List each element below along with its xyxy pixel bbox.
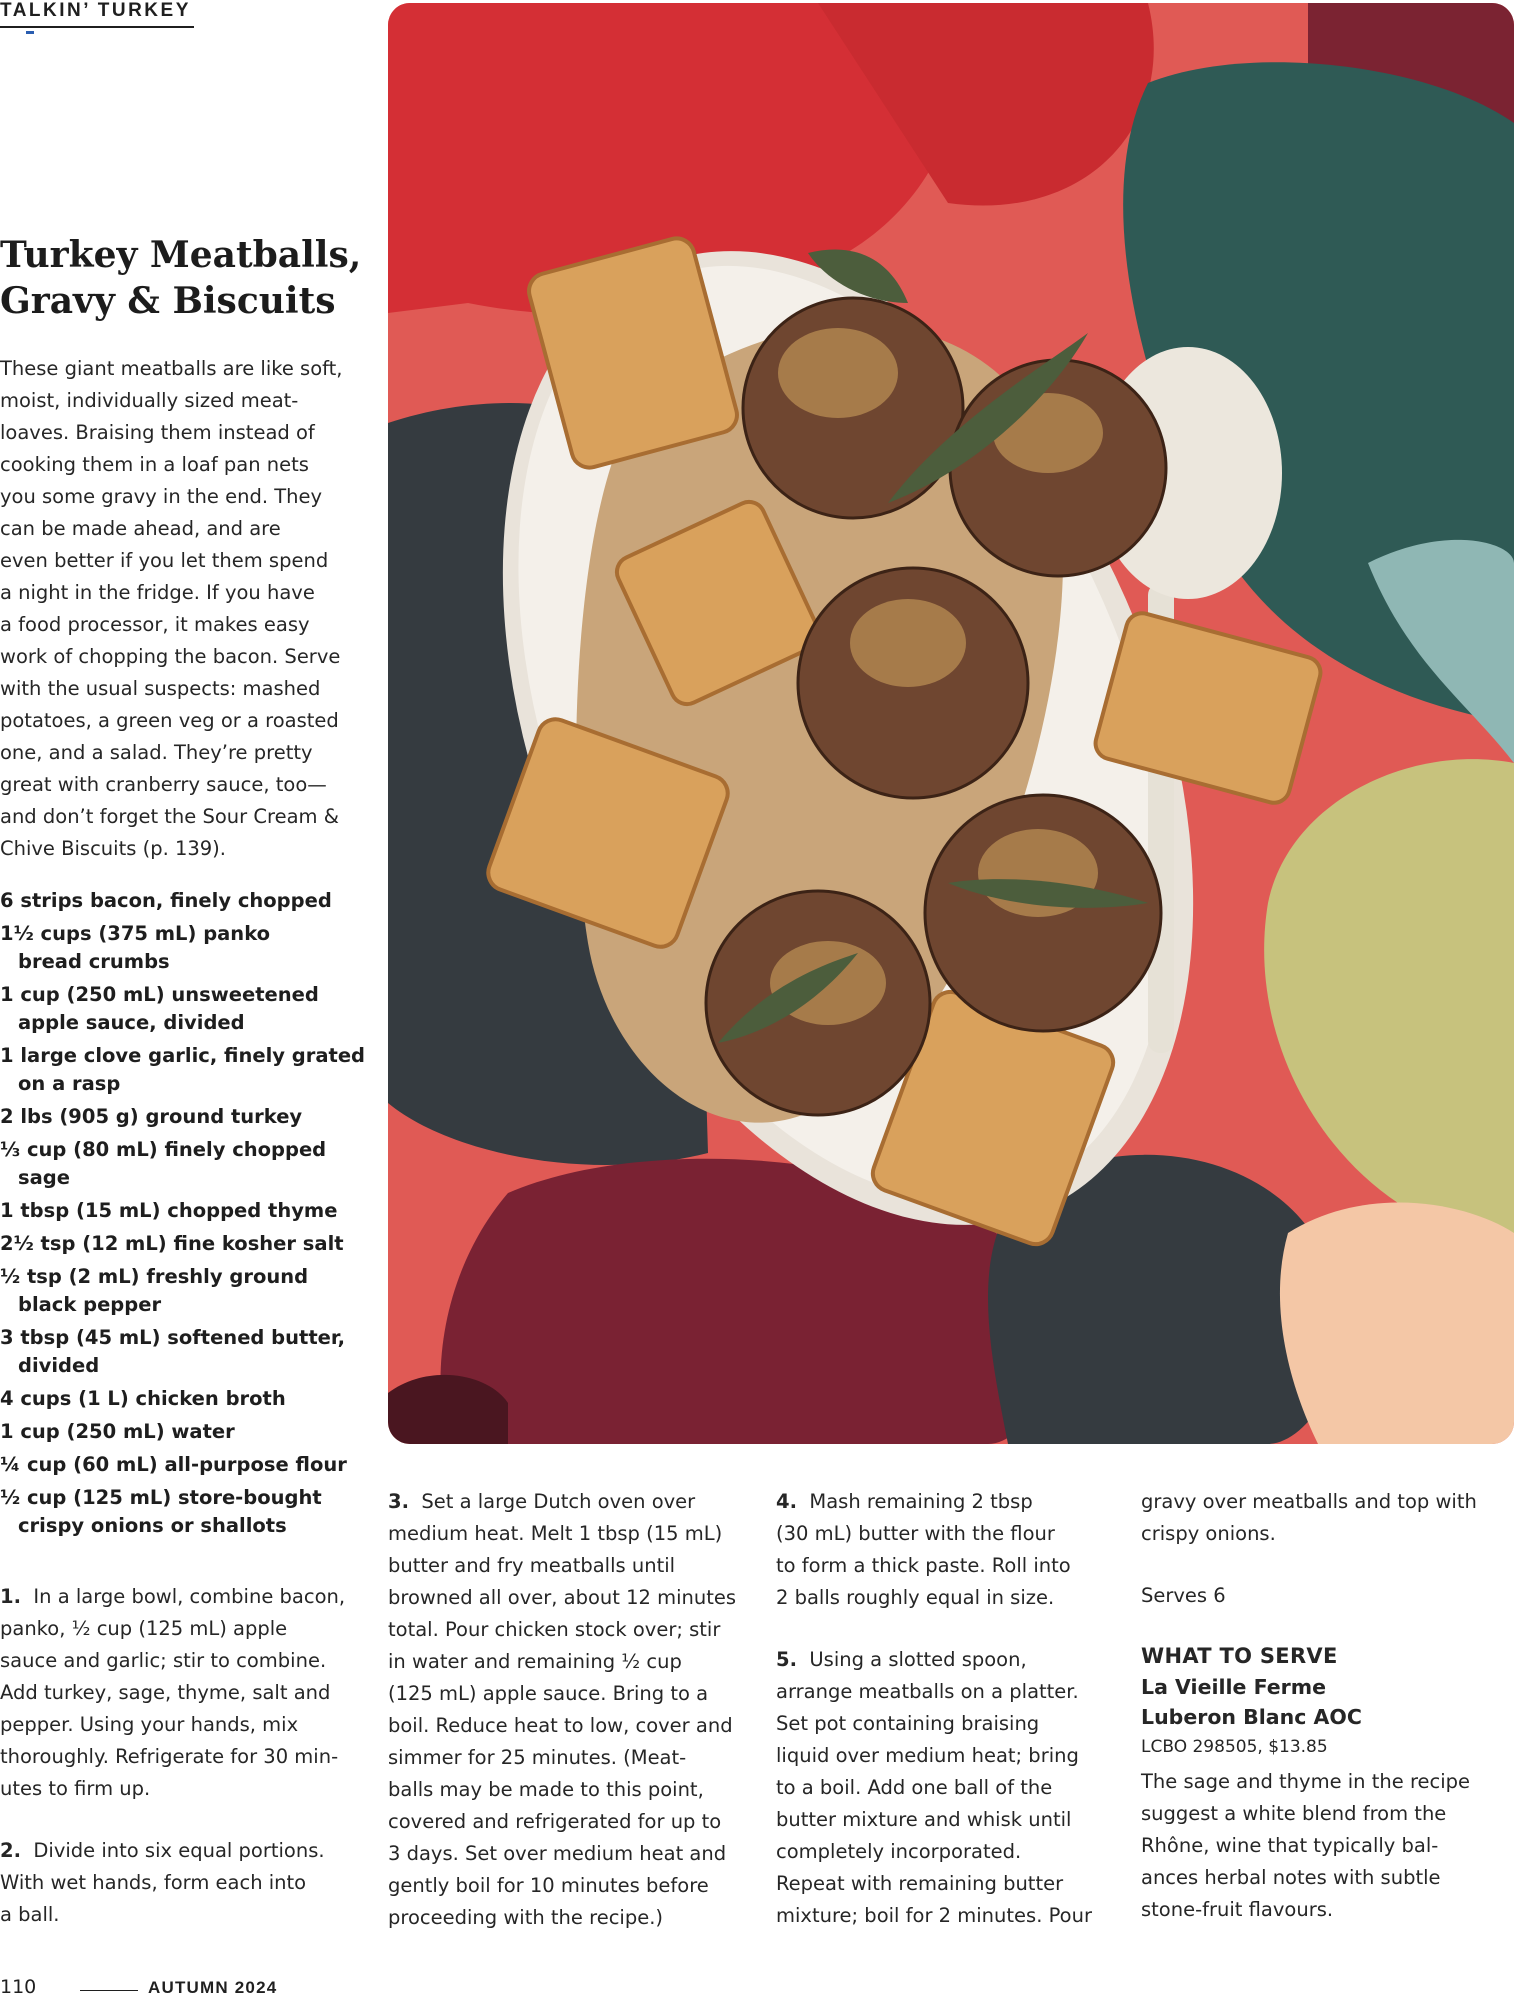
- note-line: stone-fruit flavours.: [1141, 1898, 1334, 1921]
- step-text: butter and fry meatballs until: [388, 1554, 676, 1577]
- what-to-serve-heading: WHAT TO SERVE: [1141, 1644, 1338, 1668]
- footer-rule: [80, 1990, 138, 1991]
- intro-line: moist, individually sized meat-: [0, 389, 299, 412]
- page-number: 110: [0, 1976, 37, 1998]
- method-step-4: [776, 1486, 1146, 1614]
- ingredient-item: [0, 1263, 360, 1319]
- step-text: completely incorporated.: [776, 1840, 1022, 1863]
- ingredient-line-continued: on a rasp: [18, 1072, 121, 1095]
- step-text: to a boil. Add one ball of the: [776, 1776, 1053, 1799]
- title-line: Turkey Meatballs,: [0, 234, 362, 276]
- note-line: ances herbal notes with subtle: [1141, 1866, 1441, 1889]
- ingredient-line-continued: bread crumbs: [18, 950, 170, 973]
- intro-line: one, and a salad. They’re pretty: [0, 741, 313, 764]
- step-text: (30 mL) butter with the flour: [776, 1522, 1055, 1545]
- intro-line: with the usual suspects: mashed: [0, 677, 321, 700]
- step-text: With wet hands, form each into: [0, 1871, 307, 1894]
- step-text: liquid over medium heat; bring: [776, 1744, 1079, 1767]
- ingredient-item: [0, 1197, 360, 1225]
- step-text: arrange meatballs on a platter.: [776, 1680, 1079, 1703]
- ingredient-line: 1 tbsp (15 mL) chopped thyme: [0, 1199, 338, 1222]
- step-text: utes to firm up.: [0, 1777, 151, 1800]
- step-text: mixture; boil for 2 minutes. Pour: [776, 1904, 1092, 1927]
- step-text: Add turkey, sage, thyme, salt and: [0, 1681, 331, 1704]
- method-column-3: [776, 1486, 1146, 1962]
- intro-line: can be made ahead, and are: [0, 517, 281, 540]
- step-text: (125 mL) apple sauce. Bring to a: [388, 1682, 709, 1705]
- ingredient-line: ¼ cup (60 mL) all-purpose flour: [0, 1453, 347, 1476]
- ingredient-line: ⅓ cup (80 mL) finely chopped: [0, 1138, 327, 1161]
- ingredient-line-continued: divided: [18, 1354, 100, 1377]
- method-column-1: [0, 1581, 370, 1961]
- wine-pairing-note: [1141, 1766, 1511, 1926]
- method-column-4: [1141, 1486, 1511, 1956]
- intro-line: cooking them in a loaf pan nets: [0, 453, 309, 476]
- intro-line: work of chopping the bacon. Serve: [0, 645, 341, 668]
- step-text: Divide into six equal portions.: [33, 1839, 325, 1862]
- ingredient-item: [0, 887, 360, 915]
- step-number: 1.: [0, 1585, 21, 1608]
- recipe-photo: [388, 3, 1514, 1444]
- step-text: sauce and garlic; stir to combine.: [0, 1649, 327, 1672]
- intro-line: potatoes, a green veg or a roasted: [0, 709, 339, 732]
- intro-line: and don’t forget the Sour Cream &: [0, 805, 339, 828]
- step-text: a ball.: [0, 1903, 60, 1926]
- step-number: 5.: [776, 1648, 797, 1671]
- method-column-2: [388, 1486, 758, 1964]
- intro-line: great with cranberry sauce, too—: [0, 773, 327, 796]
- note-line: The sage and thyme in the recipe: [1141, 1770, 1471, 1793]
- ingredient-line: 1 cup (250 mL) unsweetened: [0, 983, 319, 1006]
- step-text: Set pot containing braising: [776, 1712, 1040, 1735]
- step-text: boil. Reduce heat to low, cover and: [388, 1714, 733, 1737]
- method-step-2: [0, 1835, 370, 1931]
- ingredient-line: 2 lbs (905 g) ground turkey: [0, 1105, 303, 1128]
- recipe-intro: [0, 353, 360, 865]
- ingredient-line: 6 strips bacon, finely chopped: [0, 889, 332, 912]
- ingredient-item: [0, 981, 360, 1037]
- step-number: 3.: [388, 1490, 409, 1513]
- ingredient-line: ½ tsp (2 mL) freshly ground: [0, 1265, 309, 1288]
- step-number: 2.: [0, 1839, 21, 1862]
- step-text: in water and remaining ½ cup: [388, 1650, 682, 1673]
- step-text: proceeding with the recipe.): [388, 1906, 664, 1929]
- intro-line: a night in the fridge. If you have: [0, 581, 315, 604]
- step-text: simmer for 25 minutes. (Meat-: [388, 1746, 687, 1769]
- step-text: butter mixture and whisk until: [776, 1808, 1072, 1831]
- intro-line: even better if you let them spend: [0, 549, 329, 572]
- ingredient-line: 3 tbsp (45 mL) softened butter,: [0, 1326, 346, 1349]
- step-text: pepper. Using your hands, mix: [0, 1713, 299, 1736]
- step-text: Set a large Dutch oven over: [421, 1490, 696, 1513]
- step-text: thoroughly. Refrigerate for 30 min-: [0, 1745, 339, 1768]
- step-text: panko, ½ cup (125 mL) apple: [0, 1617, 288, 1640]
- ingredient-line: 1 large clove garlic, finely grated: [0, 1044, 365, 1067]
- ingredient-line: ½ cup (125 mL) store-bought: [0, 1486, 322, 1509]
- ingredient-item: [0, 1042, 365, 1098]
- step-text: Repeat with remaining butter: [776, 1872, 1064, 1895]
- ingredient-line-continued: sage: [18, 1166, 70, 1189]
- section-rule: [0, 26, 194, 28]
- ingredient-item: [0, 1484, 360, 1540]
- recipe-title: [0, 232, 380, 324]
- note-line: suggest a white blend from the: [1141, 1802, 1447, 1825]
- ingredient-item: [0, 1136, 360, 1192]
- step-text: In a large bowl, combine bacon,: [33, 1585, 346, 1608]
- intro-line: loaves. Braising them instead of: [0, 421, 315, 444]
- method-step-3: [388, 1486, 758, 1934]
- ingredient-item: [0, 1451, 360, 1479]
- ingredient-item: [0, 1103, 360, 1131]
- step-text: browned all over, about 12 minutes: [388, 1586, 737, 1609]
- step-text: Using a slotted spoon,: [809, 1648, 1027, 1671]
- issue-label: AUTUMN 2024: [148, 1978, 278, 1997]
- wine-name-line: La Vieille Ferme: [1141, 1675, 1327, 1699]
- step-text: covered and refrigerated for up to: [388, 1810, 722, 1833]
- ingredient-line: 1 cup (250 mL) water: [0, 1420, 235, 1443]
- ingredient-item: [0, 1418, 360, 1446]
- step-text: gravy over meatballs and top with: [1141, 1490, 1477, 1513]
- note-line: Rhône, wine that typically bal-: [1141, 1834, 1439, 1857]
- ingredient-item: [0, 1230, 360, 1258]
- ingredient-line-continued: black pepper: [18, 1293, 162, 1316]
- ingredient-line: 2½ tsp (12 mL) fine kosher salt: [0, 1232, 344, 1255]
- intro-line: you some gravy in the end. They: [0, 485, 323, 508]
- step-text: 3 days. Set over medium heat and: [388, 1842, 727, 1865]
- step-number: 4.: [776, 1490, 797, 1513]
- section-tag: TALKIN’ TURKEY: [0, 0, 191, 21]
- ingredient-line-continued: crispy onions or shallots: [18, 1514, 287, 1537]
- section-dash: [26, 31, 34, 34]
- method-step-5: [776, 1644, 1146, 1932]
- serves-count: Serves 6: [1141, 1584, 1226, 1607]
- method-step-1: [0, 1581, 370, 1805]
- step-text: 2 balls roughly equal in size.: [776, 1586, 1055, 1609]
- intro-line: Chive Biscuits (p. 139).: [0, 837, 226, 860]
- ingredient-line: 4 cups (1 L) chicken broth: [0, 1387, 286, 1410]
- method-step-5-continued: [1141, 1486, 1511, 1550]
- step-text: crispy onions.: [1141, 1522, 1276, 1545]
- ingredient-item: [0, 1324, 360, 1380]
- wine-lcbo-price: LCBO 298505, $13.85: [1141, 1737, 1328, 1757]
- step-text: Mash remaining 2 tbsp: [809, 1490, 1033, 1513]
- ingredient-line: 1½ cups (375 mL) panko: [0, 922, 271, 945]
- step-text: gently boil for 10 minutes before: [388, 1874, 709, 1897]
- title-line: Gravy & Biscuits: [0, 280, 336, 322]
- intro-line: These giant meatballs are like soft,: [0, 357, 343, 380]
- step-text: balls may be made to this point,: [388, 1778, 704, 1801]
- ingredient-item: [0, 920, 360, 976]
- ingredient-line-continued: apple sauce, divided: [18, 1011, 245, 1034]
- wine-name: [1141, 1672, 1511, 1732]
- intro-line: a food processor, it makes easy: [0, 613, 310, 636]
- wine-name-line: Luberon Blanc AOC: [1141, 1705, 1362, 1729]
- step-text: medium heat. Melt 1 tbsp (15 mL): [388, 1522, 723, 1545]
- ingredient-item: [0, 1385, 360, 1413]
- recipe-photo-illustration: [388, 3, 1514, 1444]
- step-text: total. Pour chicken stock over; stir: [388, 1618, 721, 1641]
- step-text: to form a thick paste. Roll into: [776, 1554, 1071, 1577]
- ingredient-list: [0, 887, 365, 1545]
